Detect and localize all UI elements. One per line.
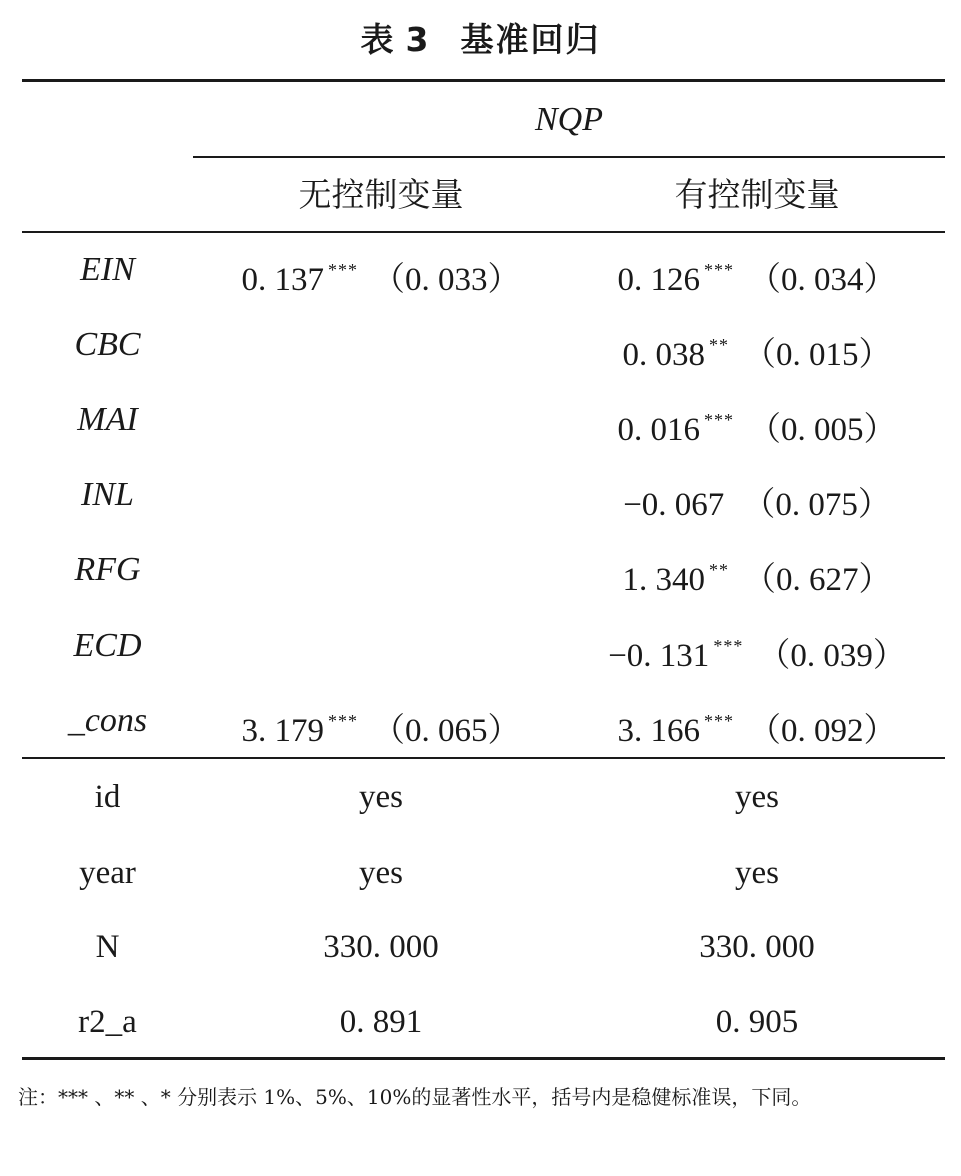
significance-stars: ** [709,335,729,355]
coefficient: 0. 016 [617,412,700,448]
stat-value-col2: yes [735,779,779,815]
standard-error: （0. 005） [748,412,897,448]
standard-error: （0. 065） [372,713,521,749]
coefficient: −0. 131 [608,638,710,674]
header-rule [22,231,945,233]
stat-label: year [79,855,136,891]
row-label: INL [81,476,134,513]
standard-error: （0. 034） [748,262,897,298]
stat-value-col1: yes [359,855,403,891]
coefficient: −0. 067 [623,487,725,523]
caption-prefix: 表 [360,20,396,59]
coefficient: 0. 137 [241,262,324,298]
stat-label: r2_a [78,1004,137,1040]
top-rule [22,79,945,82]
coef-cell-col1 [193,701,569,751]
caption-number: 3 [405,20,431,59]
stat-value-col1: 0. 891 [339,1004,423,1040]
coef-cell-col1 [193,250,569,300]
stat-value-col2: 0. 905 [715,1004,799,1040]
coefficient: 3. 179 [241,713,324,749]
significance-stars: *** [328,260,358,280]
significance-stars: *** [704,410,734,430]
row-label: MAI [77,401,138,438]
standard-error: （0. 075） [742,487,891,523]
coef-cell-col2 [569,400,945,450]
column-header-with-controls: 有控制变量 [674,175,840,214]
stat-label: N [95,929,120,965]
coef-cell-col2 [569,701,945,751]
stat-value-col2: yes [735,855,779,891]
significance-stars: *** [328,711,358,731]
coefficient: 0. 038 [622,337,705,373]
coef-cell-col2 [569,325,945,375]
stat-label: id [94,779,121,815]
spanner-rule [193,156,945,158]
row-label: _cons [67,702,148,739]
row-label: RFG [74,551,141,588]
significance-stars: *** [704,260,734,280]
coef-cell-col2 [569,626,945,676]
table-note: 注：*** 、** 、* 分别表示 1%、5%、10%的显著性水平，括号内是稳健标准误，下同。 [18,1085,812,1109]
standard-error: （0. 627） [743,562,892,598]
row-label: ECD [73,627,142,664]
coefficient: 1. 340 [622,562,705,598]
coef-cell-col2 [569,550,945,600]
coefficient: 3. 166 [617,713,700,749]
row-label: CBC [74,326,141,363]
dependent-variable-label: NQP [535,101,603,138]
caption-title: 基准回归 [460,20,601,59]
coef-cell-col2 [569,250,945,300]
standard-error: （0. 015） [743,337,892,373]
significance-stars: *** [713,636,744,656]
significance-stars: ** [709,560,729,580]
stat-value-col1: 330. 000 [323,929,439,965]
column-header-no-controls: 无控制变量 [298,175,464,214]
significance-stars: *** [704,711,734,731]
coefficient: 0. 126 [617,262,700,298]
stat-value-col2: 330. 000 [699,929,815,965]
mid-rule [22,757,945,759]
stat-value-col1: yes [359,779,403,815]
standard-error: （0. 039） [757,638,906,674]
standard-error: （0. 092） [748,713,897,749]
table-caption [0,14,961,61]
coef-cell-col2 [569,475,945,525]
row-label: EIN [80,251,135,288]
bottom-rule [22,1057,945,1060]
standard-error: （0. 033） [372,262,521,298]
